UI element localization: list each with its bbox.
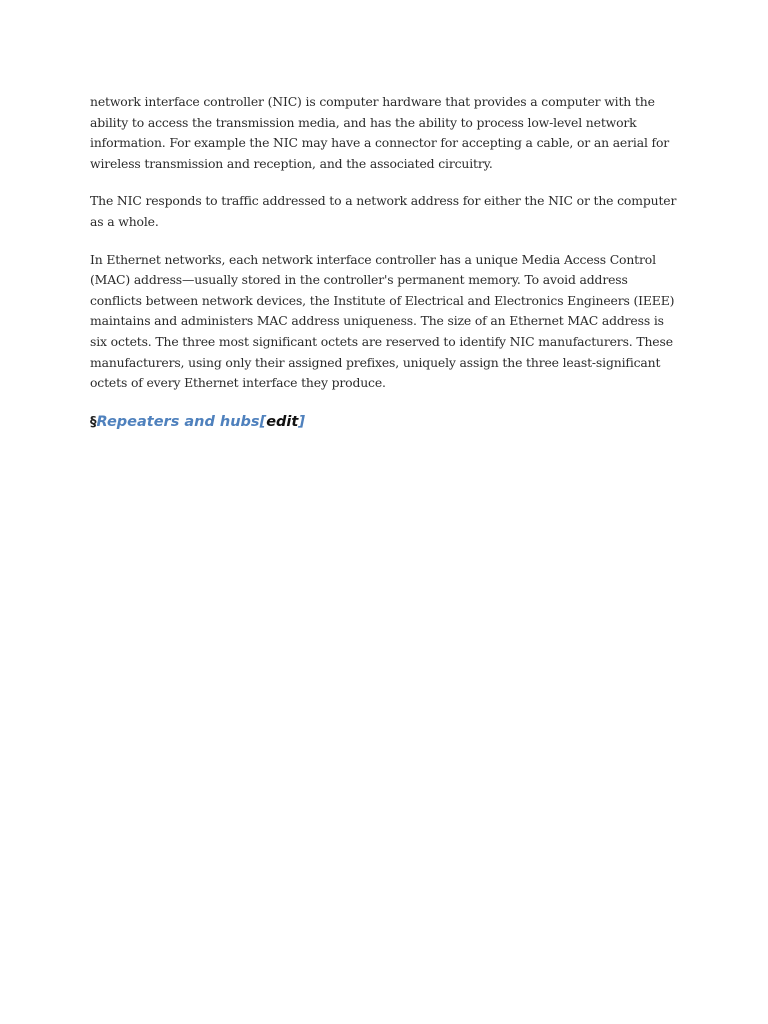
paragraph-nic-definition: network interface controller (NIC) is computer hardware that provides a computer with the ability to access the transmission media, and has the ability to process low-level network information. For example the NIC may have a connector for accepting a cable, or an aerial for wireless transmission and reception, and the associated circuitry. [90, 94, 670, 171]
document-body [90, 92, 680, 434]
paragraph-nic-traffic: The NIC responds to traffic addressed to a network address for either the NIC or the computer as a whole. [90, 193, 677, 229]
section-heading-title: Repeaters and hubs [96, 413, 260, 430]
paragraph-ethernet-mac: In Ethernet networks, each network interface controller has a unique Media Access Control (MAC) address—usually stored in the controller's permanent memory. To avoid address conflicts between network devices, the Institute of Electrical and Electronics Engineers (IEEE) maintains and administers MAC address uniqueness. The size of an Ethernet MAC address is six octets. The three most significant octets are reserved to identify NIC manufacturers. These manufacturers, using only their assigned prefixes, uniquely assign the three least-significant octets of every Ethernet interface they produce. [90, 251, 675, 391]
section-heading-repeaters-and-hubs [90, 411, 680, 434]
edit-link[interactable]: edit [266, 413, 299, 430]
edit-close-bracket: ] [298, 413, 305, 430]
edit-open-bracket: [ [259, 413, 267, 430]
section-mark: § [90, 414, 97, 430]
